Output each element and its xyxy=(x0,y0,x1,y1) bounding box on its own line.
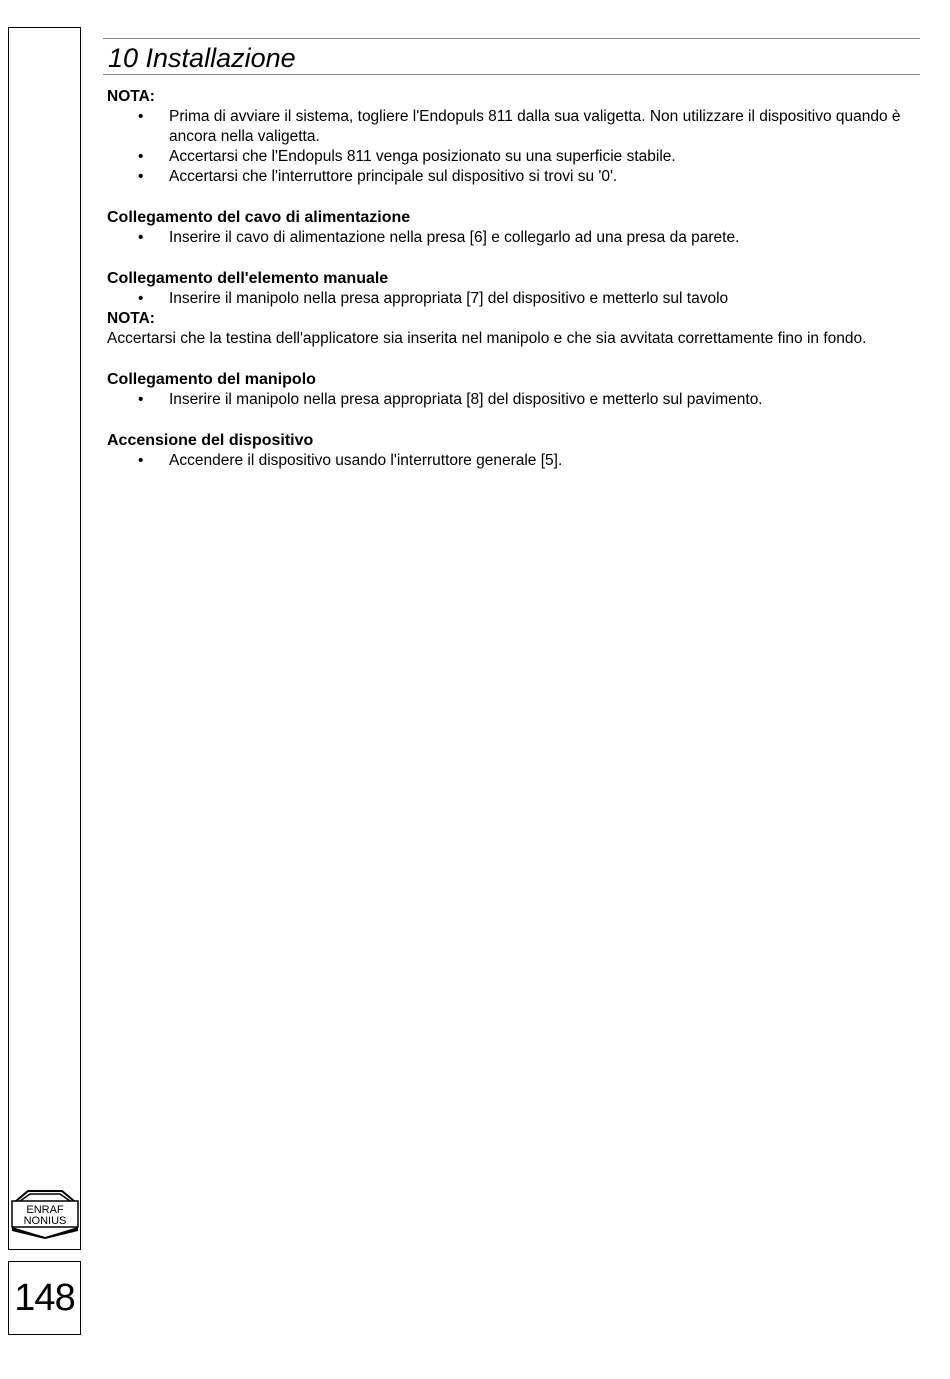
list-item: • Inserire il manipolo nella presa appropriata [7] del dispositivo e metterlo sul tavolo xyxy=(107,289,917,309)
title-rule-top xyxy=(103,38,920,39)
page-title: 10 Installazione xyxy=(108,43,296,73)
section-heading: Collegamento del manipolo xyxy=(107,371,316,388)
sidebar-frame xyxy=(8,27,81,1250)
section-heading: Accensione del dispositivo xyxy=(107,432,314,449)
enraf-nonius-logo xyxy=(10,1187,80,1239)
logo-line2: NONIUS xyxy=(23,1215,67,1227)
section-heading: Collegamento dell'elemento manuale xyxy=(107,270,389,287)
list-item: • Prima di avviare il sistema, togliere l'Endopuls 811 dalla sua valigetta. Non utilizzare il dispositivo quando è ancora nella valigetta. xyxy=(107,107,917,147)
document-body xyxy=(107,87,917,471)
list-item: • Accertarsi che l'Endopuls 811 venga posizionato su una superficie stabile. xyxy=(107,147,917,167)
nota-list xyxy=(107,107,917,187)
section-list xyxy=(107,451,917,471)
list-item: • Inserire il manipolo nella presa appropriata [8] del dispositivo e metterlo sul pavimento. xyxy=(107,390,917,410)
section-heading: Collegamento del cavo di alimentazione xyxy=(107,209,411,226)
section-list xyxy=(107,390,917,410)
list-item: • Accendere il dispositivo usando l'interruttore generale [5]. xyxy=(107,451,917,471)
list-item: • Inserire il cavo di alimentazione nella presa [6] e collegarlo ad una presa da parete. xyxy=(107,228,917,248)
nota-text: Accertarsi che la testina dell'applicatore sia inserita nel manipolo e che sia avvitata correttamente fino in fondo. xyxy=(107,330,867,347)
page-number: 148 xyxy=(14,1277,75,1319)
list-item: • Accertarsi che l'interruttore principale sul dispositivo si trovi su '0'. xyxy=(107,167,917,187)
page-number-box xyxy=(8,1261,81,1335)
title-rule-bottom xyxy=(103,74,920,75)
nota-label: NOTA: xyxy=(107,310,155,327)
section-list xyxy=(107,228,917,248)
logo-line1: ENRAF xyxy=(26,1204,64,1216)
section-list xyxy=(107,289,917,309)
nota-label: NOTA: xyxy=(107,88,155,105)
